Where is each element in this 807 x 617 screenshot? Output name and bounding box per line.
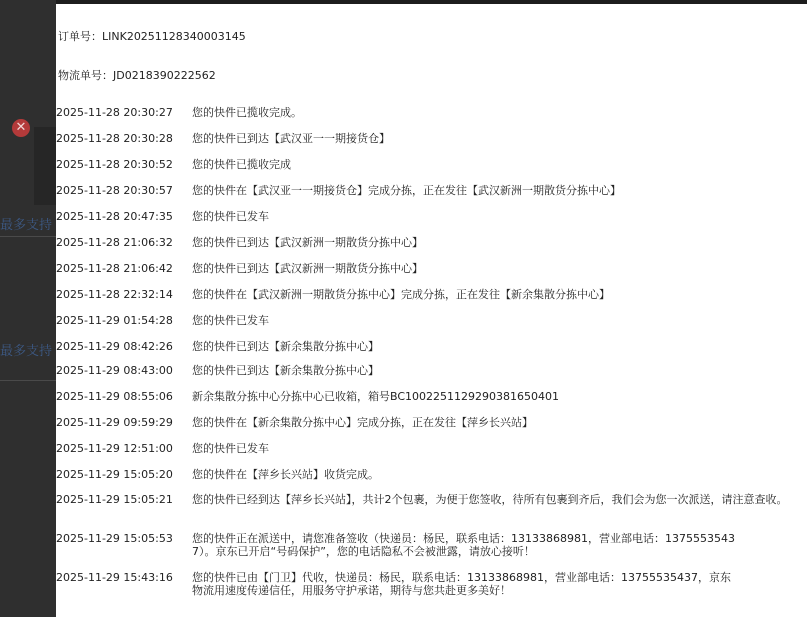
tracking-panel (56, 4, 807, 617)
logistics-number-label: 物流单号： (58, 69, 113, 82)
background-page (0, 0, 56, 617)
event-desc: 您的快件正在派送中，请您准备签收（快递员：杨民，联系电话：13133868981，营业部电话：13755535437）。京东已开启“号码保护”，您的电话隐私不会被泄露，请放心接听！ (192, 532, 735, 558)
event-time: 2025-11-29 08:43:00 (56, 364, 173, 377)
background-link[interactable]: 最多支持 (0, 344, 53, 359)
event-time: 2025-11-29 08:42:26 (56, 340, 173, 353)
event-desc: 您的快件已发车 (192, 210, 269, 223)
event-desc: 您的快件已由【门卫】代收，快递员：杨民，联系电话：13133868981，营业部电话：13755535437，京东物流用速度传递信任，用服务守护承诺，期待与您共赴更多美好！ (192, 571, 731, 597)
event-time: 2025-11-29 15:43:16 (56, 571, 173, 584)
event-time: 2025-11-28 20:47:35 (56, 210, 173, 223)
close-icon[interactable]: ✕ (12, 119, 30, 137)
order-number-label: 订单号： (58, 30, 102, 43)
background-divider (0, 236, 56, 237)
event-time: 2025-11-28 21:06:32 (56, 236, 173, 249)
order-number-value: LINK20251128340003145 (102, 30, 246, 43)
event-time: 2025-11-28 20:30:28 (56, 132, 173, 145)
background-divider (0, 380, 56, 381)
event-desc: 您的快件在【武汉亚一一期接货仓】完成分拣，正在发往【武汉新洲一期散货分拣中心】 (192, 184, 621, 197)
event-time: 2025-11-29 01:54:28 (56, 314, 173, 327)
background-thumbnail (34, 127, 56, 205)
logistics-number (58, 67, 216, 83)
event-desc: 您的快件已到达【武汉新洲一期散货分拣中心】 (192, 262, 423, 275)
event-desc: 您的快件已经到达【萍乡长兴站】，共计2个包裹，为便于您签收，待所有包裹到齐后，我们会为您一次派送，请注意查收。 (192, 493, 788, 506)
order-number (58, 28, 246, 44)
event-desc: 您的快件已到达【新余集散分拣中心】 (192, 340, 379, 353)
event-time: 2025-11-29 15:05:20 (56, 468, 173, 481)
event-desc: 您的快件在【萍乡长兴站】收货完成。 (192, 468, 379, 481)
event-desc: 您的快件在【武汉新洲一期散货分拣中心】完成分拣，正在发往【新余集散分拣中心】 (192, 288, 610, 301)
event-time: 2025-11-28 20:30:57 (56, 184, 173, 197)
event-desc: 您的快件已到达【武汉新洲一期散货分拣中心】 (192, 236, 423, 249)
event-desc: 您的快件在【新余集散分拣中心】完成分拣，正在发往【萍乡长兴站】 (192, 416, 533, 429)
event-desc: 您的快件已发车 (192, 442, 269, 455)
event-desc: 您的快件已到达【武汉亚一一期接货仓】 (192, 132, 390, 145)
event-time: 2025-11-29 15:05:21 (56, 493, 173, 506)
event-time: 2025-11-28 20:30:52 (56, 158, 173, 171)
event-time: 2025-11-29 15:05:53 (56, 532, 173, 545)
event-time: 2025-11-28 21:06:42 (56, 262, 173, 275)
logistics-number-value: JD0218390222562 (113, 69, 216, 82)
event-desc: 您的快件已揽收完成 (192, 158, 291, 171)
event-time: 2025-11-28 20:30:27 (56, 106, 173, 119)
event-time: 2025-11-29 12:51:00 (56, 442, 173, 455)
event-desc: 您的快件已到达【新余集散分拣中心】 (192, 364, 379, 377)
background-link[interactable]: 最多支持 (0, 218, 53, 233)
event-desc: 您的快件已揽收完成。 (192, 106, 302, 119)
event-time: 2025-11-29 09:59:29 (56, 416, 173, 429)
event-time: 2025-11-29 08:55:06 (56, 390, 173, 403)
event-desc: 您的快件已发车 (192, 314, 269, 327)
event-time: 2025-11-28 22:32:14 (56, 288, 173, 301)
event-desc: 新余集散分拣中心分拣中心已收箱，箱号BC1002251129290381650401 (192, 390, 560, 403)
